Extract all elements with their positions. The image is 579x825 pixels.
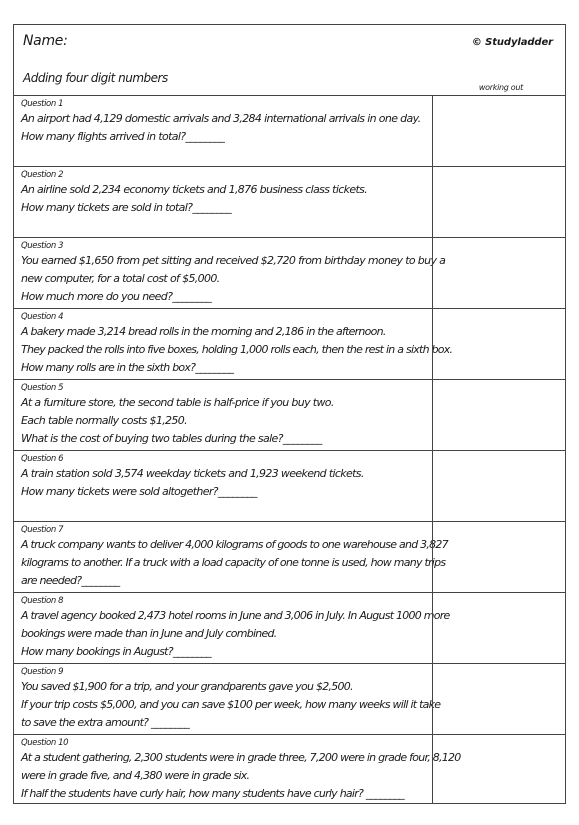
question-row (14, 522, 565, 593)
question-label: Question 7 (21, 525, 64, 535)
question-text (21, 240, 446, 306)
question-row (14, 238, 565, 309)
working-out-cell[interactable] (432, 664, 565, 734)
working-out-cell[interactable] (432, 167, 565, 237)
question-line: new computer, for a total cost of $5,000. (21, 272, 220, 285)
question-line: to save the extra amount? ________ (21, 716, 189, 729)
question-row (14, 451, 565, 522)
question-row (14, 167, 565, 238)
question-text (21, 737, 461, 803)
question-text (21, 98, 429, 146)
question-text (21, 595, 450, 661)
question-row (14, 380, 565, 451)
question-row (14, 309, 565, 380)
working-out-cell[interactable] (432, 96, 565, 166)
question-line: How many tickets were sold altogether?________ (21, 485, 257, 498)
working-out-label: working out (478, 83, 523, 92)
worksheet (13, 24, 566, 804)
worksheet-header (14, 25, 565, 96)
question-line: are needed?________ (21, 574, 120, 587)
question-text (21, 453, 429, 501)
question-line: You saved $1,900 for a trip, and your grandparents gave you $2,500. (21, 680, 353, 693)
working-out-cell[interactable] (432, 380, 565, 450)
question-line: A truck company wants to deliver 4,000 kilograms of goods to one warehouse and 3,827 (21, 538, 448, 551)
question-line: At a furniture store, the second table is half-price if you buy two. (21, 396, 334, 409)
question-text (21, 169, 429, 217)
question-text (21, 524, 448, 590)
question-line: How many tickets are sold in total?________ (21, 201, 232, 214)
question-text (21, 311, 453, 377)
question-line: A train station sold 3,574 weekday tickets and 1,923 weekend tickets. (21, 467, 364, 480)
question-label: Question 4 (21, 312, 64, 322)
question-line: Each table normally costs $1,250. (21, 414, 187, 427)
question-row (14, 96, 565, 167)
question-text (21, 382, 429, 448)
question-line: kilograms to another. If a truck with a load capacity of one tonne is used, how many trips (21, 556, 446, 569)
question-line: How many rolls are in the sixth box?________ (21, 361, 234, 374)
working-out-cell[interactable] (432, 309, 565, 379)
question-line: An airline sold 2,234 economy tickets and 1,876 business class tickets. (21, 183, 368, 196)
question-line: What is the cost of buying two tables during the sale?________ (21, 432, 322, 445)
brand-label: © Studyladder (471, 37, 553, 48)
question-label: Question 8 (21, 596, 64, 606)
question-line: You earned $1,650 from pet sitting and received $2,720 from birthday money to buy a (21, 254, 446, 267)
question-line: A bakery made 3,214 bread rolls in the morning and 2,186 in the afternoon. (21, 325, 386, 338)
worksheet-title: Adding four digit numbers (23, 71, 168, 85)
working-out-cell[interactable] (432, 238, 565, 308)
question-line: How many bookings in August?________ (21, 645, 211, 658)
name-label: Name: (23, 33, 68, 49)
question-line: An airport had 4,129 domestic arrivals and 3,284 international arrivals in one day. (21, 112, 421, 125)
question-label: Question 2 (21, 170, 64, 180)
question-line: A travel agency booked 2,473 hotel rooms in June and 3,006 in July. In August 1000 more (21, 609, 450, 622)
working-out-cell[interactable] (432, 522, 565, 592)
question-line: How much more do you need?________ (21, 290, 212, 303)
question-line: At a student gathering, 2,300 students were in grade three, 7,200 were in grade four, 8,120 (21, 751, 461, 764)
working-out-cell[interactable] (432, 451, 565, 521)
question-line: How many flights arrived in total?________ (21, 130, 225, 143)
question-line: bookings were made than in June and July combined. (21, 627, 277, 640)
working-out-cell[interactable] (432, 735, 565, 804)
question-line: If half the students have curly hair, how many students have curly hair? ________ (21, 787, 404, 800)
question-label: Question 1 (21, 99, 64, 109)
question-row (14, 593, 565, 664)
question-row (14, 664, 565, 735)
question-text (21, 666, 441, 732)
question-label: Question 10 (21, 738, 69, 748)
question-label: Question 3 (21, 241, 64, 251)
question-line: They packed the rolls into five boxes, holding 1,000 rolls each, then the rest in a sixth box. (21, 343, 453, 356)
question-line: If your trip costs $5,000, and you can save $100 per week, how many weeks will it take (21, 698, 441, 711)
working-out-cell[interactable] (432, 593, 565, 663)
question-line: were in grade five, and 4,380 were in grade six. (21, 769, 250, 782)
question-label: Question 6 (21, 454, 64, 464)
question-row (14, 735, 565, 804)
question-label: Question 9 (21, 667, 64, 677)
question-label: Question 5 (21, 383, 64, 393)
question-list (14, 96, 565, 804)
